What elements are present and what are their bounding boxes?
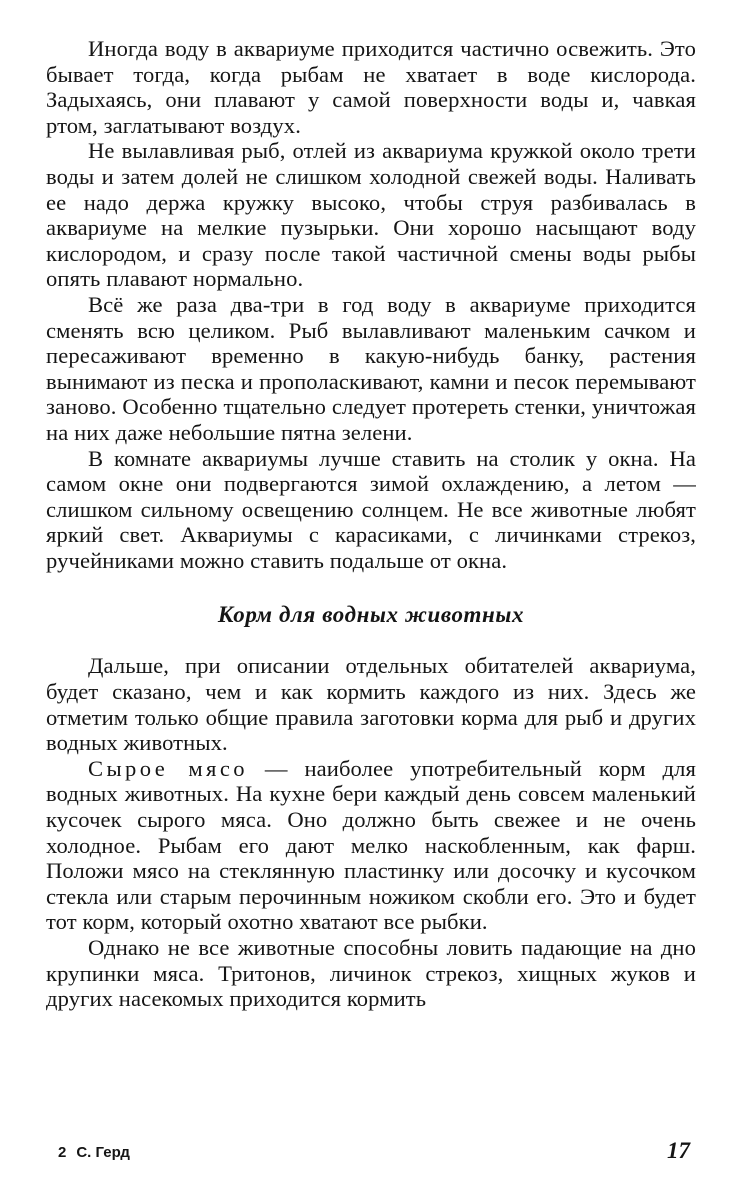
term-raw-meat: Сырое мясо <box>88 755 248 781</box>
paragraph-other-animals: Однако не все животные способны ловить падающие на дно крупинки мяса. Тритонов, личинок стрекоз, хищных жуков и других насекомых приходится кормить <box>46 935 696 1012</box>
page-footer <box>58 1138 690 1168</box>
page-number: 17 <box>667 1138 690 1163</box>
printer-signature <box>58 1144 130 1161</box>
signature-name: С. Герд <box>76 1144 130 1161</box>
section-heading: Корм для водных животных <box>217 602 525 628</box>
paragraph-partial-water-change: Не вылавливая рыб, отлей из аквариума кружкой около трети воды и затем долей не слишком холодной свежей воды. Наливать ее надо держа кружку высоко, чтобы струя разбивалась в аквариуме на мелкие пузырьки. Они хорошо насыщают воду кислородом, и сразу после такой частичной смены воды рыбы опять плавают нормально. <box>46 138 696 292</box>
paragraph-full-water-change: Всё же раза два-три в год воду в аквариуме приходится сменять всю целиком. Рыб вылавливают маленьким сачком и пересаживают временно в какую-нибудь банку, растения вынимают из песка и прополаскивают, камни и песок перемывают заново. Особенно тщательно следует протереть стенки, уничтожая на них даже небольшие пятна зелени. <box>46 291 696 445</box>
page-body <box>46 36 696 1012</box>
paragraph-raw-meat <box>46 756 696 935</box>
paragraph-aquarium-placement: В комнате аквариумы лучше ставить на столик у окна. На самом окне они подвергаются зимой охлаждению, а летом — слишком сильному освещению солнцем. Не все животные любят яркий свет. Аквариумы с карасиками, с личинками стрекоз, ручейниками можно ставить подальше от окна. <box>46 445 696 573</box>
paragraph-feeding-intro: Дальше, при описании отдельных обитателей аквариума, будет сказано, чем и как кормить каждого из них. Здесь же отметим только общие правила заготовки корма для рыб и других водных животных. <box>46 653 696 756</box>
paragraph-aquarium-refresh: Иногда воду в аквариуме приходится частично освежить. Это бывает тогда, когда рыбам не хватает в воде кислорода. Задыхаясь, они плавают у самой поверхности воды и, чавкая ртом, заглатывают воздух. <box>46 36 696 138</box>
raw-meat-text: — наиболее употребительный корм для водных животных. На кухне бери каждый день совсем маленький кусочек сырого мяса. Оно должно быть свежее и не очень холодное. Рыбам его дают мелко наскобленным, как фарш. Положи мясо на стеклянную пластинку или досочку и кусочком стекла или старым перочинным ножиком скобли его. Это и будет тот корм, который охотно хватают все рыбки. <box>46 755 697 935</box>
signature-number: 2 <box>58 1144 67 1161</box>
